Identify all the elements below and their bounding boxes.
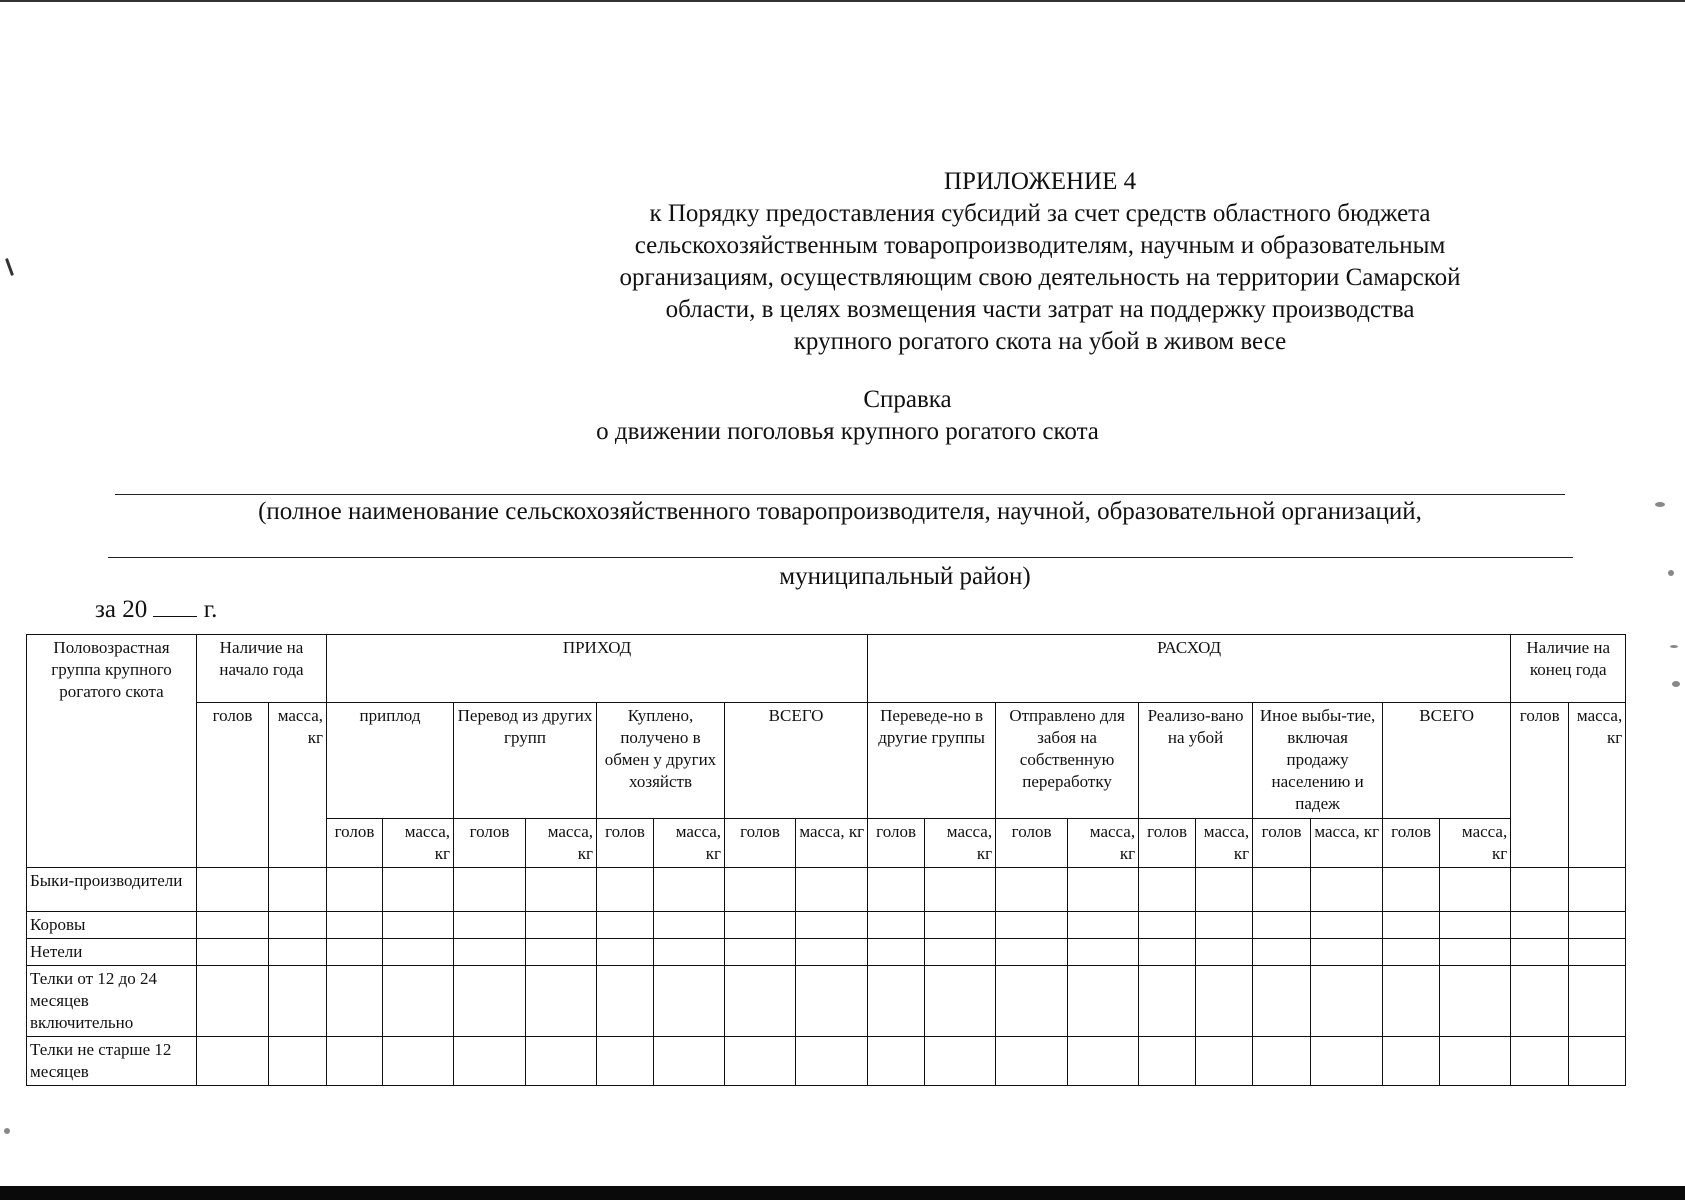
data-cell[interactable] — [454, 912, 526, 939]
data-cell[interactable] — [1196, 939, 1253, 966]
data-cell[interactable] — [1511, 912, 1569, 939]
header-heads: голов — [1139, 819, 1196, 868]
year-blank-field[interactable] — [153, 596, 197, 617]
header-start-heads: голов — [197, 703, 269, 868]
appendix-line: области, в целях возмещения части затрат на поддержку производства — [665, 296, 1415, 323]
document-title-block — [0, 384, 1685, 448]
data-cell[interactable] — [526, 868, 597, 912]
scan-mark — [1672, 681, 1680, 687]
data-cell[interactable] — [327, 939, 383, 966]
data-cell[interactable] — [1139, 966, 1196, 1037]
scan-mark — [4, 1128, 10, 1134]
data-cell[interactable] — [796, 966, 868, 1037]
row-label: Телки не старше 12 месяцев — [27, 1037, 197, 1086]
data-cell[interactable] — [1311, 912, 1383, 939]
header-mass: масса, кг — [526, 819, 597, 868]
data-cell[interactable] — [197, 1037, 269, 1086]
name-fill-line-2 — [108, 557, 1573, 558]
header-group: Половозрастная группа крупного рогатого скота — [27, 635, 197, 868]
header-heads: голов — [454, 819, 526, 868]
header-expense-sold: Реализо-вано на убой — [1139, 703, 1253, 819]
data-cell[interactable] — [383, 868, 454, 912]
data-cell[interactable] — [597, 912, 654, 939]
name-caption-2 — [110, 561, 1570, 593]
data-cell[interactable] — [1311, 868, 1383, 912]
header-income-total: ВСЕГО — [725, 703, 868, 819]
data-cell[interactable] — [654, 912, 725, 939]
data-cell[interactable] — [796, 939, 868, 966]
data-cell[interactable] — [1569, 912, 1626, 939]
header-heads: голов — [725, 819, 796, 868]
data-cell[interactable] — [868, 939, 925, 966]
data-cell[interactable] — [1253, 1037, 1311, 1086]
data-cell[interactable] — [269, 1037, 327, 1086]
data-cell[interactable] — [925, 912, 996, 939]
data-cell[interactable] — [383, 966, 454, 1037]
data-cell[interactable] — [1068, 939, 1139, 966]
appendix-line: сельскохозяйственным товаропроизводителям, научным и образовательным — [634, 232, 1446, 259]
header-expense-transferred: Переведе-но в другие группы — [868, 703, 996, 819]
data-cell[interactable] — [1068, 1037, 1139, 1086]
appendix-title: ПРИЛОЖЕНИЕ 4 — [943, 168, 1137, 195]
appendix-line: крупного рогатого скота на убой в живом весе — [793, 328, 1287, 355]
data-cell[interactable] — [796, 912, 868, 939]
appendix-line: к Порядку предоставления субсидий за счет средств областного бюджета — [649, 200, 1431, 227]
report-year-line — [95, 594, 217, 626]
data-cell[interactable] — [1383, 966, 1440, 1037]
data-cell[interactable] — [1440, 966, 1511, 1037]
data-cell[interactable] — [1511, 966, 1569, 1037]
data-cell[interactable] — [269, 912, 327, 939]
data-cell[interactable] — [725, 1037, 796, 1086]
data-cell[interactable] — [526, 939, 597, 966]
data-cell[interactable] — [1569, 939, 1626, 966]
header-heads: голов — [597, 819, 654, 868]
data-cell[interactable] — [327, 966, 383, 1037]
data-cell[interactable] — [526, 912, 597, 939]
data-cell[interactable] — [1569, 868, 1626, 912]
data-cell[interactable] — [1196, 966, 1253, 1037]
data-cell[interactable] — [654, 966, 725, 1037]
row-label: Быки-производители — [27, 868, 197, 912]
header-mass: масса, кг — [796, 819, 868, 868]
data-cell[interactable] — [269, 966, 327, 1037]
data-cell[interactable] — [1311, 939, 1383, 966]
header-heads: голов — [327, 819, 383, 868]
header-heads: голов — [1383, 819, 1440, 868]
data-cell[interactable] — [1139, 939, 1196, 966]
data-cell[interactable] — [996, 868, 1068, 912]
data-cell[interactable] — [1511, 939, 1569, 966]
data-cell[interactable] — [327, 868, 383, 912]
row-label: Телки от 12 до 24 месяцев включительно — [27, 966, 197, 1037]
data-cell[interactable] — [597, 939, 654, 966]
data-cell[interactable] — [1511, 868, 1569, 912]
data-cell[interactable] — [1139, 868, 1196, 912]
data-cell[interactable] — [1311, 1037, 1383, 1086]
data-cell[interactable] — [1196, 868, 1253, 912]
data-cell[interactable] — [1196, 912, 1253, 939]
data-cell[interactable] — [1440, 868, 1511, 912]
header-heads: голов — [1253, 819, 1311, 868]
data-cell[interactable] — [383, 939, 454, 966]
data-cell[interactable] — [454, 868, 526, 912]
table-row — [27, 912, 1626, 939]
data-cell[interactable] — [197, 868, 269, 912]
scan-mark — [1668, 570, 1674, 576]
data-cell[interactable] — [654, 939, 725, 966]
data-cell[interactable] — [925, 966, 996, 1037]
data-cell[interactable] — [269, 939, 327, 966]
header-mass: масса, кг — [1068, 819, 1139, 868]
data-cell[interactable] — [868, 966, 925, 1037]
header-mass: масса, кг — [1311, 819, 1383, 868]
data-cell[interactable] — [1253, 966, 1311, 1037]
data-cell[interactable] — [1569, 966, 1626, 1037]
table-row — [27, 1037, 1626, 1086]
data-cell[interactable] — [996, 1037, 1068, 1086]
header-income-transfer: Перевод из других групп — [454, 703, 597, 819]
header-expense: РАСХОД — [868, 635, 1511, 703]
data-cell[interactable] — [1511, 1037, 1569, 1086]
data-cell[interactable] — [1196, 1037, 1253, 1086]
header-income-purchased: Куплено, получено в обмен у других хозяйств — [597, 703, 725, 819]
data-cell[interactable] — [1253, 868, 1311, 912]
header-end-heads: голов — [1511, 703, 1569, 868]
scan-mark — [1670, 645, 1678, 648]
data-cell[interactable] — [1383, 939, 1440, 966]
data-cell[interactable] — [868, 912, 925, 939]
name-fill-line-1 — [115, 494, 1565, 495]
year-prefix: за 20 — [95, 596, 148, 623]
data-cell[interactable] — [996, 912, 1068, 939]
header-income: ПРИХОД — [327, 635, 868, 703]
data-cell[interactable] — [1440, 939, 1511, 966]
header-expense-processing: Отправлено для забоя на собственную переработку — [996, 703, 1139, 819]
header-mass: масса, кг — [1440, 819, 1511, 868]
data-cell[interactable] — [868, 868, 925, 912]
data-cell[interactable] — [725, 939, 796, 966]
data-cell[interactable] — [925, 939, 996, 966]
header-mass: масса, кг — [925, 819, 996, 868]
data-cell[interactable] — [925, 868, 996, 912]
header-mass: масса, кг — [383, 819, 454, 868]
top-scan-edge — [0, 0, 1685, 2]
header-start-mass: масса, кг — [269, 703, 327, 868]
data-cell[interactable] — [996, 966, 1068, 1037]
header-start-of-year: Наличие на начало года — [197, 635, 327, 703]
data-cell[interactable] — [454, 966, 526, 1037]
document-subtitle: о движении поголовья крупного рогатого скота — [596, 418, 1099, 445]
data-cell[interactable] — [725, 868, 796, 912]
data-cell[interactable] — [654, 1037, 725, 1086]
header-heads: голов — [996, 819, 1068, 868]
row-label: Коровы — [27, 912, 197, 939]
data-cell[interactable] — [526, 1037, 597, 1086]
table-row — [27, 868, 1626, 912]
data-cell[interactable] — [1383, 868, 1440, 912]
scan-mark — [5, 258, 14, 276]
header-expense-other: Иное выбы-тие, включая продажу населению и падеж — [1253, 703, 1383, 819]
appendix-line: организациям, осуществляющим свою деятельность на территории Самарской — [619, 264, 1461, 291]
table-row — [27, 966, 1626, 1037]
header-heads: голов — [868, 819, 925, 868]
data-cell[interactable] — [1253, 939, 1311, 966]
data-cell[interactable] — [796, 868, 868, 912]
data-cell[interactable] — [597, 868, 654, 912]
name-caption-2-text: муниципальный район) — [779, 563, 1031, 590]
data-cell[interactable] — [327, 912, 383, 939]
header-mass: масса, кг — [654, 819, 725, 868]
data-cell[interactable] — [383, 1037, 454, 1086]
header-income-offspring: приплод — [327, 703, 454, 819]
data-cell[interactable] — [1383, 1037, 1440, 1086]
data-cell[interactable] — [454, 939, 526, 966]
bottom-scan-edge — [0, 1186, 1685, 1200]
data-cell[interactable] — [1440, 912, 1511, 939]
data-cell[interactable] — [197, 966, 269, 1037]
data-cell[interactable] — [1383, 912, 1440, 939]
data-cell[interactable] — [1440, 1037, 1511, 1086]
header-expense-total: ВСЕГО — [1383, 703, 1511, 819]
data-cell[interactable] — [996, 939, 1068, 966]
scan-mark — [1655, 502, 1665, 507]
livestock-movement-table — [26, 634, 1626, 1086]
year-suffix: г. — [203, 596, 218, 623]
header-end-of-year: Наличие на конец года — [1511, 635, 1626, 703]
data-cell[interactable] — [597, 1037, 654, 1086]
appendix-header — [560, 166, 1520, 358]
data-cell[interactable] — [197, 912, 269, 939]
data-cell[interactable] — [868, 1037, 925, 1086]
data-cell[interactable] — [1569, 1037, 1626, 1086]
data-cell[interactable] — [725, 966, 796, 1037]
data-cell[interactable] — [1311, 966, 1383, 1037]
data-cell[interactable] — [327, 1037, 383, 1086]
data-cell[interactable] — [1068, 912, 1139, 939]
header-end-mass: масса, кг — [1569, 703, 1626, 868]
data-cell[interactable] — [197, 939, 269, 966]
document-title: Справка — [863, 386, 952, 413]
data-cell[interactable] — [526, 966, 597, 1037]
table-row — [27, 939, 1626, 966]
data-cell[interactable] — [796, 1037, 868, 1086]
header-mass: масса, кг — [1196, 819, 1253, 868]
data-cell[interactable] — [597, 966, 654, 1037]
name-caption-1: (полное наименование сельскохозяйственного товаропроизводителя, научной, образовательной организаций, — [258, 498, 1422, 525]
data-cell[interactable] — [1068, 868, 1139, 912]
row-label: Нетели — [27, 939, 197, 966]
data-cell[interactable] — [925, 1037, 996, 1086]
data-cell[interactable] — [454, 1037, 526, 1086]
data-cell[interactable] — [1068, 966, 1139, 1037]
data-cell[interactable] — [1139, 1037, 1196, 1086]
data-cell[interactable] — [1139, 912, 1196, 939]
data-cell[interactable] — [1253, 912, 1311, 939]
data-cell[interactable] — [383, 912, 454, 939]
data-cell[interactable] — [269, 868, 327, 912]
data-cell[interactable] — [654, 868, 725, 912]
data-cell[interactable] — [725, 912, 796, 939]
